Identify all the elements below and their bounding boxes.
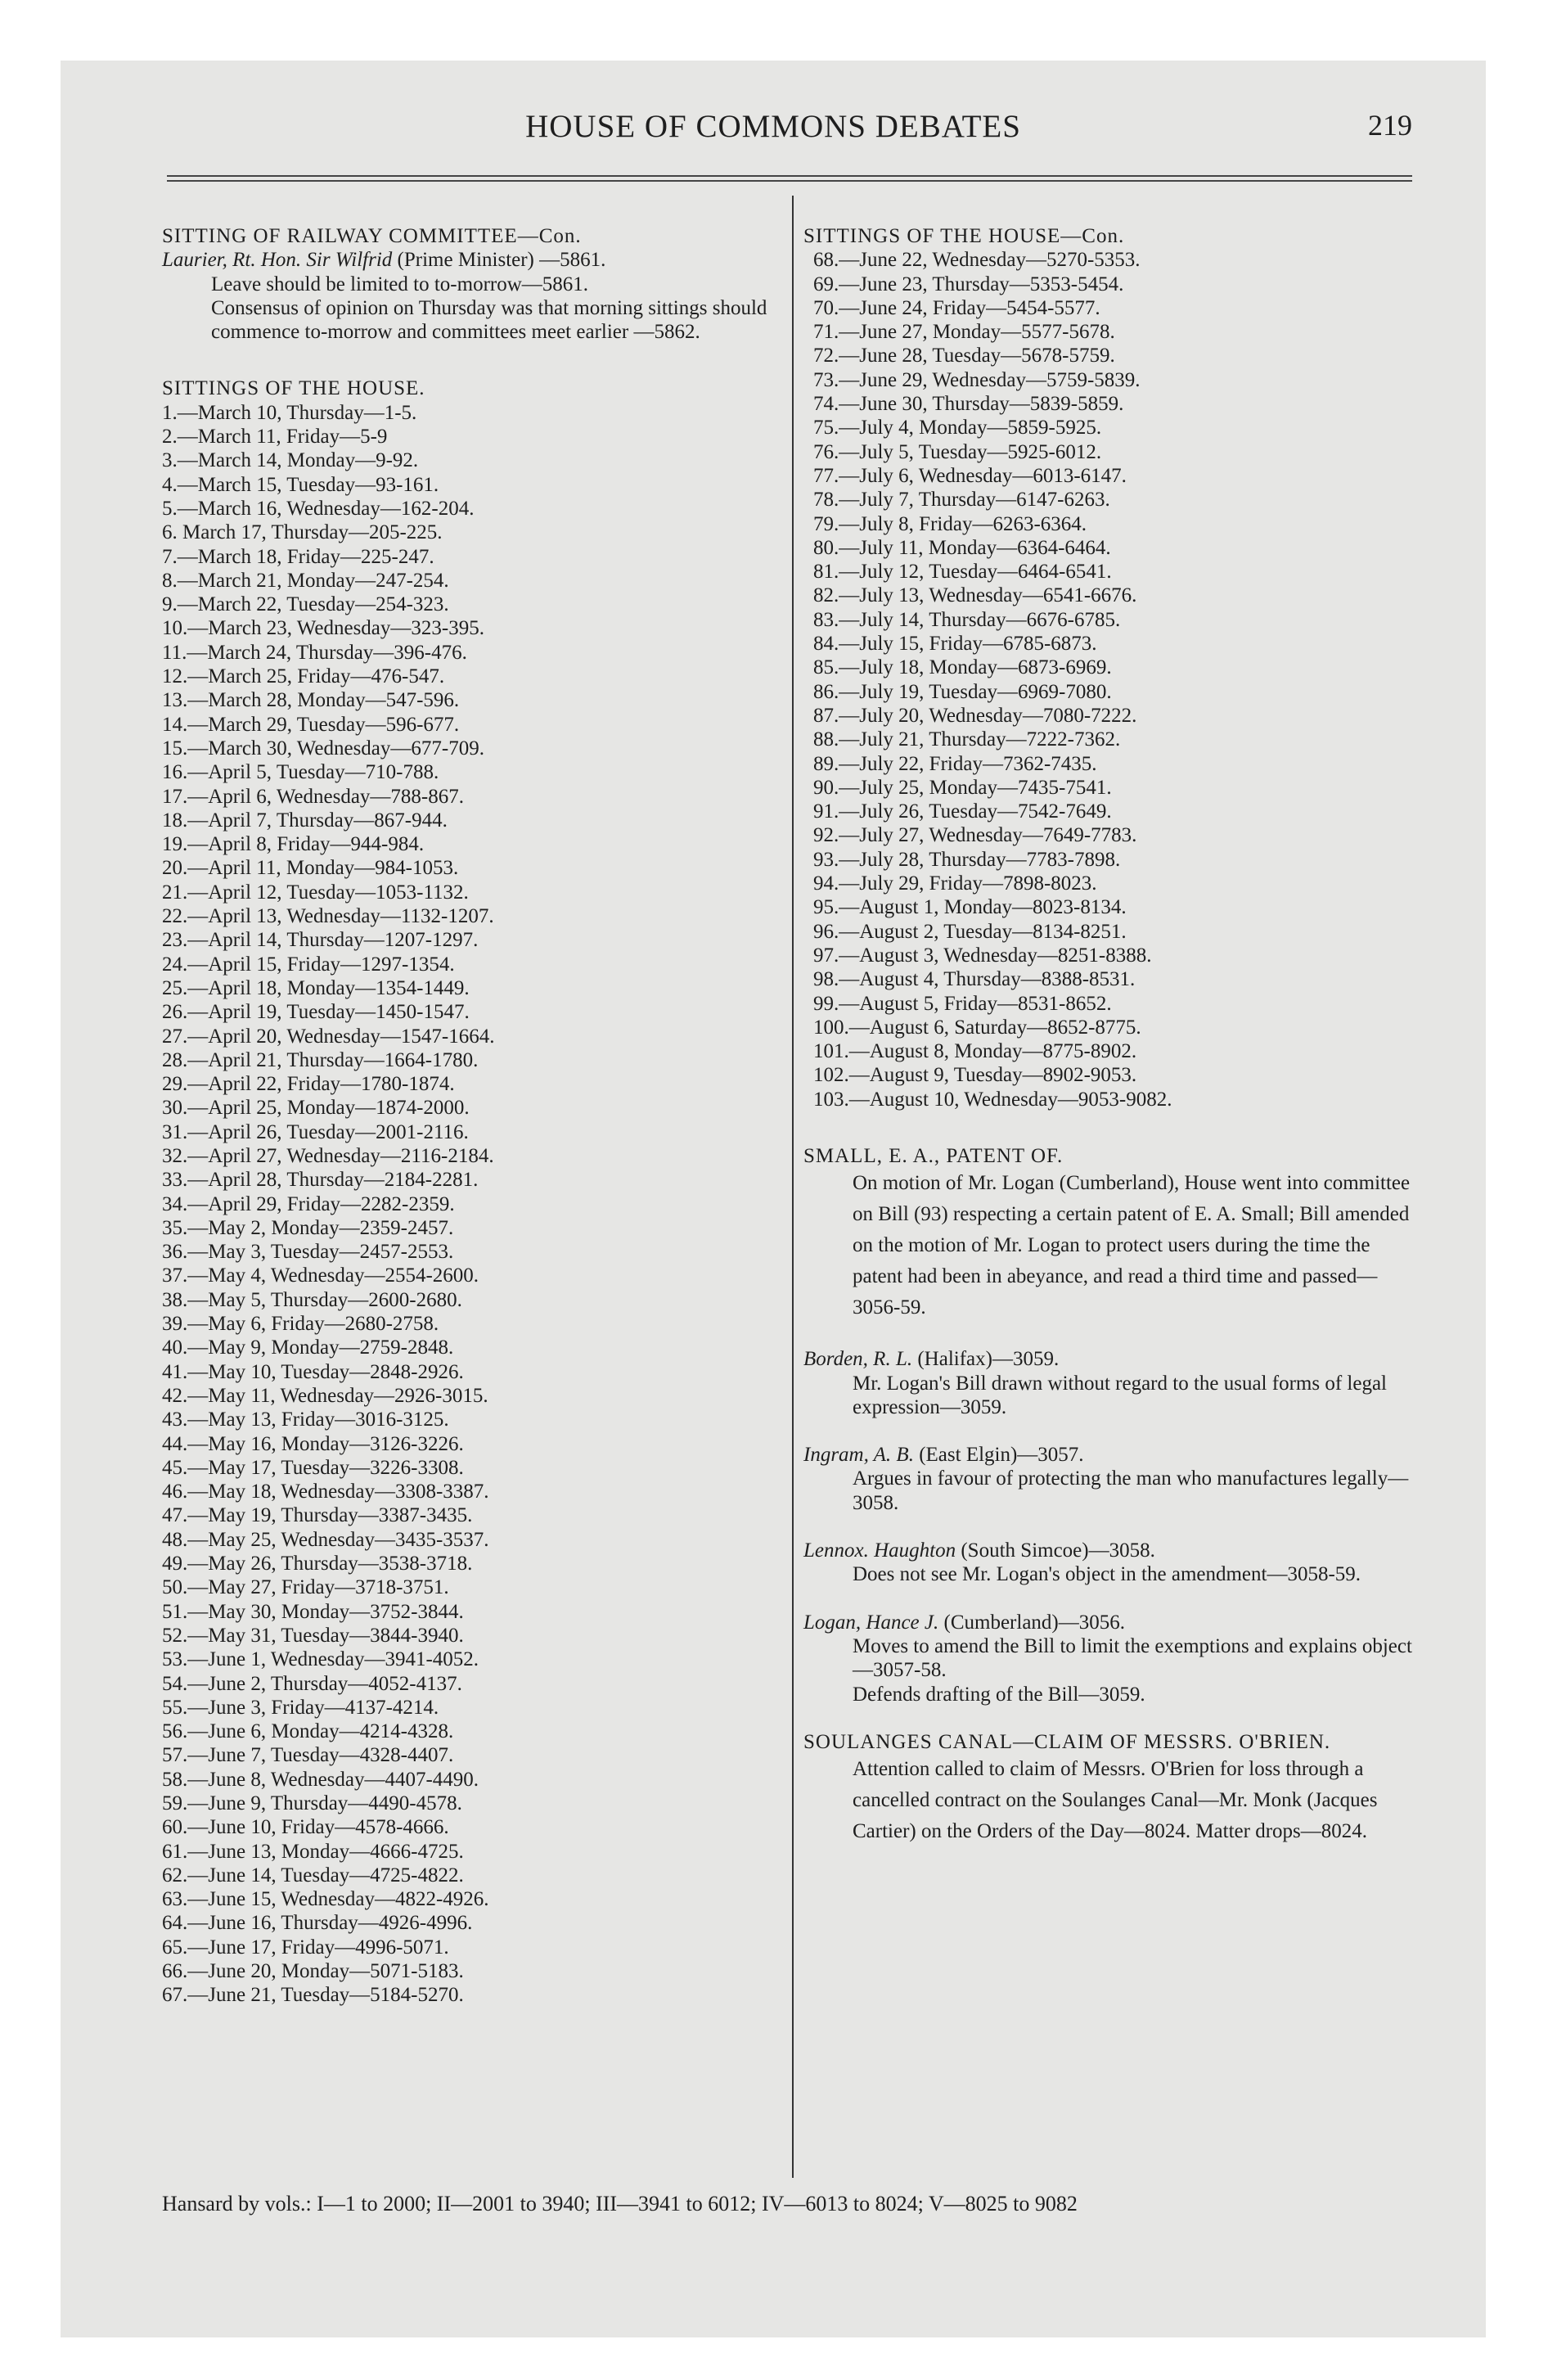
sitting-entry: 81.—July 12, Tuesday—6464-6541. [813,561,1112,584]
logan-paragraph-1: Moves to amend the Bill to limit the exemptions and explains object—3057-58. [853,1634,1412,1682]
sitting-entry: 18.—April 7, Thursday—867-944. [162,809,448,832]
sitting-entry: 26.—April 19, Tuesday—1450-1547. [162,1001,470,1024]
sitting-entry: 2.—March 11, Friday—5-9 [162,426,388,449]
sitting-entry: 39.—May 6, Friday—2680-2758. [162,1313,439,1336]
sitting-entry: 8.—March 21, Monday—247-254. [162,569,449,592]
logan-name: Logan, Hance J. [803,1611,939,1634]
sitting-entry: 86.—July 19, Tuesday—6969-7080. [813,680,1112,703]
laurier-name: Laurier, Rt. Hon. Sir Wilfrid [162,249,393,272]
sitting-entry: 100.—August 6, Saturday—8652-8775. [813,1016,1141,1039]
left-column [162,224,780,2008]
sitting-entry: 42.—May 11, Wednesday—2926-3015. [162,1384,488,1407]
laurier-para-1: Leave should be limited to to-morrow—5861. [211,273,589,295]
sitting-entry: 51.—May 30, Monday—3752-3844. [162,1600,464,1623]
sitting-entry: 69.—June 23, Thursday—5353-5454. [813,273,1124,295]
borden-paragraph: Mr. Logan's Bill drawn without regard to the usual forms of legal expression—3059. [853,1372,1387,1418]
sitting-entry: 17.—April 6, Wednesday—788-867. [162,785,465,808]
sitting-entry: 48.—May 25, Wednesday—3435-3537. [162,1528,489,1551]
sitting-entry: 29.—April 22, Friday—1780-1874. [162,1073,455,1096]
sitting-entry: 72.—June 28, Tuesday—5678-5759. [813,345,1115,367]
sitting-entry: 71.—June 27, Monday—5577-5678. [813,321,1115,344]
sitting-entry: 70.—June 24, Friday—5454-5577. [813,296,1100,319]
sitting-entry: 89.—July 22, Friday—7362-7435. [813,752,1097,775]
sitting-entry: 43.—May 13, Friday—3016-3125. [162,1409,449,1431]
laurier-para-2: Consensus of opinion on Thursday was that morning sittings should commence to-morrow and committees meet earlier —5862. [211,296,767,344]
sitting-entry: 6. March 17, Thursday—205-225. [162,521,443,544]
sitting-entry: 75.—July 4, Monday—5859-5925. [813,417,1102,439]
sitting-entry: 78.—July 7, Thursday—6147-6263. [813,489,1110,512]
page-title: HOUSE OF COMMONS DEBATES [525,109,1021,144]
sitting-entry: 27.—April 20, Wednesday—1547-1664. [162,1025,495,1048]
sitting-entry: 30.—April 25, Monday—1874-2000. [162,1097,470,1120]
ingram-paragraph: Argues in favour of protecting the man who manufactures legally—3058. [853,1467,1409,1514]
sitting-entry: 49.—May 26, Thursday—3538-3718. [162,1553,473,1575]
sitting-entry: 7.—March 18, Friday—225-247. [162,545,434,568]
sitting-entry: 10.—March 23, Wednesday—323-395. [162,617,484,640]
sitting-entry: 94.—July 29, Friday—7898-8023. [813,872,1097,895]
sitting-entry: 57.—June 7, Tuesday—4328-4407. [162,1744,454,1767]
sitting-entry: 33.—April 28, Thursday—2184-2281. [162,1169,479,1192]
borden-entry [803,1347,1417,1371]
sitting-entry: 46.—May 18, Wednesday—3308-3387. [162,1481,489,1503]
sitting-entry: 67.—June 21, Tuesday—5184-5270. [162,1984,464,2007]
sitting-entry: 66.—June 20, Monday—5071-5183. [162,1960,464,1983]
column-divider [792,196,794,2178]
sitting-entry: 1.—March 10, Thursday—1-5. [162,401,417,424]
sitting-entry: 84.—July 15, Friday—6785-6873. [813,633,1097,656]
laurier-entry [162,248,780,272]
soulanges-paragraph: Attention called to claim of Messrs. O'Brien for loss through a cancelled contract on the Soulanges Canal—Mr. Monk (Jacques Cartier) on the Orders of the Day—8024. Matter drops—8024. [853,1758,1378,1843]
sitting-entry: 5.—March 16, Wednesday—162-204. [162,497,475,520]
railway-committee-heading: SITTING OF RAILWAY COMMITTEE—Con. [162,225,582,247]
sitting-entry: 41.—May 10, Tuesday—2848-2926. [162,1360,464,1383]
sitting-entry: 40.—May 9, Monday—2759-2848. [162,1336,454,1359]
sitting-entry: 56.—June 6, Monday—4214-4328. [162,1720,454,1743]
sitting-entry: 37.—May 4, Wednesday—2554-2600. [162,1264,479,1287]
hansard-volumes-footer: Hansard by vols.: I—1 to 2000; II—2001 to 3940; III—3941 to 6012; IV—6013 to 8024; V—8025 to 9082 [162,2192,1078,2215]
lennox-ref: (South Simcoe)—3058. [956,1539,1155,1562]
sitting-entry: 9.—March 22, Tuesday—254-323. [162,593,449,616]
page-header [61,108,1486,144]
sitting-entry: 99.—August 5, Friday—8531-8652. [813,992,1112,1015]
sitting-entry: 13.—March 28, Monday—547-596. [162,689,460,712]
sitting-entry: 47.—May 19, Thursday—3387-3435. [162,1504,473,1527]
ingram-name: Ingram, A. B. [803,1444,914,1467]
sitting-entry: 91.—July 26, Tuesday—7542-7649. [813,800,1112,823]
sitting-entry: 12.—March 25, Friday—476-547. [162,665,445,688]
small-patent-heading: SMALL, E. A., PATENT OF. [803,1144,1064,1167]
sitting-entry: 31.—April 26, Tuesday—2001-2116. [162,1120,469,1143]
small-patent-paragraph: On motion of Mr. Logan (Cumberland), House went into committee on Bill (93) respecting a certain patent of E. A. Small; Bill amended on the motion of Mr. Logan to protect users during the time the patent had been in abeyance, and read a third time and passed—3056-59. [853,1172,1411,1319]
sitting-entry: 61.—June 13, Monday—4666-4725. [162,1840,464,1863]
sitting-entry: 68.—June 22, Wednesday—5270-5353. [813,249,1141,272]
sitting-entry: 11.—March 24, Thursday—396-476. [162,641,467,664]
logan-paragraph-2: Defends drafting of the Bill—3059. [853,1683,1145,1706]
sitting-entry: 82.—July 13, Wednesday—6541-6676. [813,584,1137,607]
sitting-entry: 44.—May 16, Monday—3126-3226. [162,1432,464,1455]
sitting-entry: 76.—July 5, Tuesday—5925-6012. [813,440,1102,463]
sitting-entry: 95.—August 1, Monday—8023-8134. [813,896,1127,919]
sitting-entry: 25.—April 18, Monday—1354-1449. [162,976,470,999]
sitting-entry: 53.—June 1, Wednesday—3941-4052. [162,1648,479,1671]
sitting-entry: 23.—April 14, Thursday—1207-1297. [162,929,479,952]
logan-ref: (Cumberland)—3056. [938,1611,1125,1634]
sittings-heading: SITTINGS OF THE HOUSE. [162,377,425,400]
sitting-entry: 55.—June 3, Friday—4137-4214. [162,1696,439,1719]
sitting-entry: 35.—May 2, Monday—2359-2457. [162,1216,454,1239]
sitting-entry: 92.—July 27, Wednesday—7649-7783. [813,824,1137,847]
sitting-entry: 64.—June 16, Thursday—4926-4996. [162,1912,473,1935]
sitting-entry: 87.—July 20, Wednesday—7080-7222. [813,704,1137,727]
sittings-heading-continued: SITTINGS OF THE HOUSE—Con. [803,225,1125,247]
logan-entry [803,1611,1417,1634]
sitting-entry: 101.—August 8, Monday—8775-8902. [813,1040,1137,1063]
soulanges-heading: SOULANGES CANAL—CLAIM OF MESSRS. O'BRIEN. [803,1730,1331,1753]
sitting-entry: 80.—July 11, Monday—6364-6464. [813,536,1111,559]
sitting-entry: 15.—March 30, Wednesday—677-709. [162,737,484,760]
sittings-list-left [162,401,780,2008]
right-column [803,224,1417,1847]
sitting-entry: 21.—April 12, Tuesday—1053-1132. [162,881,469,904]
sitting-entry: 88.—July 21, Thursday—7222-7362. [813,728,1121,751]
sitting-entry: 54.—June 2, Thursday—4052-4137. [162,1672,462,1695]
sitting-entry: 19.—April 8, Friday—944-984. [162,833,425,856]
sitting-entry: 24.—April 15, Friday—1297-1354. [162,953,455,976]
sitting-entry: 98.—August 4, Thursday—8388-8531. [813,968,1136,991]
page-sheet [61,61,1486,2337]
sittings-list-right [803,248,1417,1111]
lennox-entry [803,1539,1417,1562]
sitting-entry: 97.—August 3, Wednesday—8251-8388. [813,944,1152,967]
header-rule-bottom [167,180,1412,182]
sitting-entry: 22.—April 13, Wednesday—1132-1207. [162,905,494,928]
sitting-entry: 83.—July 14, Thursday—6676-6785. [813,608,1121,631]
sitting-entry: 3.—March 14, Monday—9-92. [162,449,419,472]
sitting-entry: 102.—August 9, Tuesday—8902-9053. [813,1064,1137,1087]
sitting-entry: 36.—May 3, Tuesday—2457-2553. [162,1241,454,1264]
lennox-paragraph: Does not see Mr. Logan's object in the amendment—3058-59. [853,1563,1361,1586]
sitting-entry: 79.—July 8, Friday—6263-6364. [813,512,1087,535]
sitting-entry: 74.—June 30, Thursday—5839-5859. [813,393,1124,416]
sitting-entry: 93.—July 28, Thursday—7783-7898. [813,848,1121,871]
sitting-entry: 65.—June 17, Friday—4996-5071. [162,1936,449,1959]
page-number: 219 [1368,109,1412,142]
sitting-entry: 63.—June 15, Wednesday—4822-4926. [162,1888,489,1911]
sitting-entry: 52.—May 31, Tuesday—3844-3940. [162,1624,464,1647]
sitting-entry: 59.—June 9, Thursday—4490-4578. [162,1792,462,1814]
ingram-ref: (East Elgin)—3057. [913,1444,1084,1467]
sitting-entry: 14.—March 29, Tuesday—596-677. [162,713,460,736]
sitting-entry: 4.—March 15, Tuesday—93-161. [162,473,439,496]
sitting-entry: 85.—July 18, Monday—6873-6969. [813,656,1112,679]
sitting-entry: 103.—August 10, Wednesday—9053-9082. [813,1088,1172,1111]
sitting-entry: 58.—June 8, Wednesday—4407-4490. [162,1768,479,1791]
sitting-entry: 28.—April 21, Thursday—1664-1780. [162,1048,479,1071]
sitting-entry: 96.—August 2, Tuesday—8134-8251. [813,920,1127,943]
ingram-entry [803,1443,1417,1467]
sitting-entry: 34.—April 29, Friday—2282-2359. [162,1192,455,1215]
header-rule-top [167,175,1412,177]
borden-name: Borden, R. L. [803,1348,913,1371]
lennox-name: Lennox. Haughton [803,1539,956,1562]
sitting-entry: 20.—April 11, Monday—984-1053. [162,857,459,880]
sitting-entry: 77.—July 6, Wednesday—6013-6147. [813,464,1127,487]
sitting-entry: 73.—June 29, Wednesday—5759-5839. [813,368,1141,391]
sitting-entry: 62.—June 14, Tuesday—4725-4822. [162,1864,464,1886]
sitting-entry: 90.—July 25, Monday—7435-7541. [813,776,1112,799]
laurier-ref: (Prime Minister) —5861. [392,249,606,272]
sitting-entry: 38.—May 5, Thursday—2600-2680. [162,1288,462,1311]
sitting-entry: 50.—May 27, Friday—3718-3751. [162,1576,449,1599]
borden-ref: (Halifax)—3059. [912,1348,1060,1371]
sitting-entry: 45.—May 17, Tuesday—3226-3308. [162,1456,464,1479]
sitting-entry: 32.—April 27, Wednesday—2116-2184. [162,1144,494,1167]
sitting-entry: 60.—June 10, Friday—4578-4666. [162,1816,449,1839]
sitting-entry: 16.—April 5, Tuesday—710-788. [162,761,439,784]
